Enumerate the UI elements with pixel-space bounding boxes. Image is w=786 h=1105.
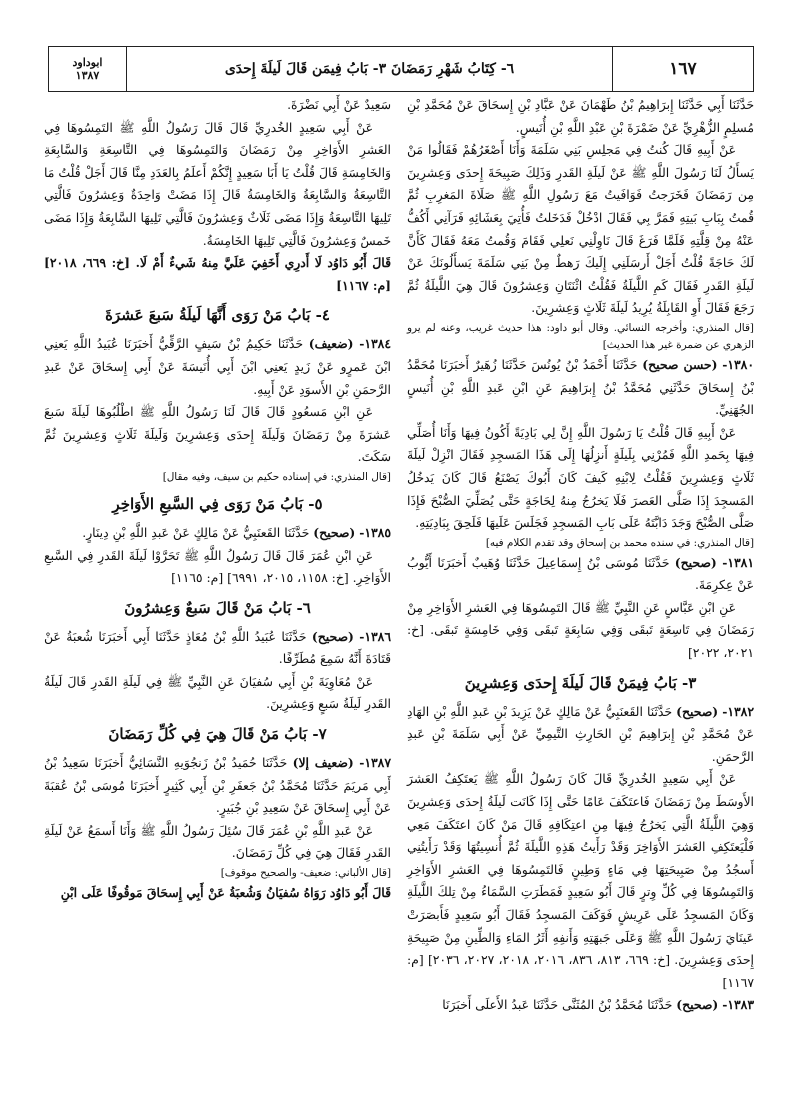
footnote: [قال المنذري: في سنده محمد بن إسحاق وقد تقدم الكلام فيه] [485, 536, 754, 549]
hadith-isnad: حَدَّثَنَا مُوسَى بْنُ إِسمَاعِيلَ حَدَّثَنَا وُهَيبٌ أَخبَرَنَا أَيُّوبُ عَنْ عِكرِمَةَ. [407, 554, 754, 593]
paragraph: عَنْ أَبِيهِ قَالَ كُنتُ فِي مَجلِسِ بَنِي سَلَمَةَ وَأَنَا أَصْغَرُهُمْ فَقَالُوا مَنْ يَسأَلُ لَنَا رَسُولَ اللَّهِ ﷺ عَنْ لَيلَةِ القَدرِ وَذَلِكَ صَبِيحَةَ إِحدَى وَعِشرِينَ مِن رَمَضَانَ فَخَرَجتُ فَوَافَيتُ مَعَ رَسُولِ اللَّهِ ﷺ صَلَاةَ المَغرِبِ ثُمَّ قُمتُ بِبَابِ بَيتِهِ فَمَرَّ بِي فَقَالَ ادْخُلْ فَدَخَلتُ فَأُتِيَ بِعَشَائِهِ فَرَآنِي أَكُفُّ عَنْهُ مِنْ قِلَّتِهِ فَلَمَّا فَرَغَ قَالَ نَاوِلْنِي نَعلِي فَقَامَ وَقُمتُ مَعَهُ فَقَالَ كَأَنَّ لَكَ حَاجَةً قُلْتُ أَجَلْ أَرسَلَنِي إِلَيكَ رَهطٌ مِنْ بَنِي سَلَمَةَ يَسأَلُونَكَ عَنْ لَيلَةِ القَدرِ فَقَالَ كَمِ اللَّيلَةُ فَقُلْتُ اثْنَتَانِ وَعِشرُونَ قَالَ هِيَ اللَّيلَةُ ثُمَّ رَجَعَ فَقَالَ أَوِ القَابِلَةُ يُرِيدُ لَيلَةَ ثَلَاثٍ وَعِشرِينَ. [407, 142, 754, 316]
hadith-grade: (صحيح) [311, 628, 354, 644]
hadith-1386 [44, 626, 391, 671]
hadith-matn: عَنْ مُعَاوِيَةَ بْنِ أَبِي سُفيَانَ عَنِ النَّبِيِّ ﷺ فِي لَيلَةِ القَدرِ قَالَ لَيلَةُ القَدرِ لَيلَةُ سَبعٍ وَعِشرِينَ. [44, 673, 391, 712]
book-name: ابوداود [72, 56, 103, 69]
hadith-number: ١٣٨٤- [359, 336, 391, 352]
chapter-heading: ٦- بَابُ مَنْ قَالَ سَبعٌ وَعِشرُونَ [124, 598, 311, 617]
hadith-grade: (ضعيف إلا) [292, 755, 354, 771]
hadith-number: ١٣٨٠- [722, 356, 754, 372]
hadith-matn: عَنِ ابْنِ مَسعُودٍ قَالَ قَالَ لَنَا رَسُولُ اللَّهِ ﷺ اطْلُبُوهَا لَيلَةَ سَبعَ عَشرَةَ مِنْ رَمَضَانَ وَلَيلَةَ إِحدَى وَعِشرِينَ وَلَيلَةَ ثَلَاثٍ وَعِشرِينَ ثُمَّ سَكَتَ. [44, 404, 391, 465]
hadith-1385 [44, 522, 391, 545]
hadith-1387 [44, 752, 391, 820]
hadith-1384 [44, 333, 391, 401]
left-column [44, 94, 399, 1094]
hadith-isnad: حَدَّثَنَا القَعنَبِيُّ عَنْ مَالِكٍ عَنْ يَزِيدَ بْنِ عَبدِ اللَّهِ بْنِ الهَادِ عَنْ مُحَمَّدِ بْنِ إِبرَاهِيمَ بْنِ الحَارِثِ التَّيمِيِّ عَنْ أَبِي سَلَمَةَ بْنِ عَبدِ الرَّحمَنِ. [407, 703, 754, 764]
hadith-grade: (صحيح) [676, 997, 719, 1013]
hadith-1381 [407, 552, 754, 597]
page-header [48, 46, 754, 92]
hadith-isnad: حَدَّثَنَا حُمَيدُ بْنُ زَنجُوَيهِ النَّسَائِيُّ أَخبَرَنَا سَعِيدُ بْنُ أَبِي مَريَمَ حَدَّثَنَا مُحَمَّدُ بْنُ جَعفَرِ بْنِ أَبِي كَثِيرٍ أَخبَرَنَا مُوسَى بْنُ عُقبَةَ عَنْ أَبِي إِسحَاقَ عَنْ سَعِيدِ بْنِ جُبَيرٍ. [44, 755, 391, 816]
right-column [399, 94, 754, 1094]
book-number: ١٣٨٧ [75, 69, 100, 82]
hadith-grade: (صحيح) [676, 703, 719, 719]
hadith-isnad: حَدَّثَنَا عُبَيدُ اللَّهِ بْنُ مُعَاذٍ حَدَّثَنَا أَبِي أَخبَرَنَا شُعبَةُ عَنْ قَتَادَةَ أَنَّهُ سَمِعَ مُطَرِّفًا. [44, 628, 391, 667]
hadith-number: ١٣٨٢- [722, 703, 754, 719]
hadith-grade: (صحيح) [674, 554, 717, 570]
hadith-number: ١٣٨٥- [359, 524, 391, 540]
hadith-grade: (ضعيف) [308, 336, 354, 352]
hadith-number: ١٣٨٦- [359, 628, 391, 644]
footnote: [قال المنذري: وأخرجه النسائي. وقال أبو داود: هذا حديث غريب، وعنه لم يرو الزهري عن ضمرة غير هذا الحديث] [407, 321, 754, 351]
hadith-grade: (حسن صحيح) [642, 356, 718, 372]
page-number: ١٦٧ [669, 59, 697, 79]
abu-dawud-comment: قَالَ أَبُو دَاوُد لَا أَدرِي أَخَفِيَ عَلَيَّ مِنهُ شَيءٌ أَمْ لَا. [خ: ٦٦٩، ٢٠١٨] [م: ١١٦٧] [44, 255, 391, 293]
paragraph: سَعِيدٌ عَنْ أَبِي نَضْرَةَ. [287, 97, 391, 112]
text-columns [40, 94, 754, 1094]
hadith-1382 [407, 701, 754, 769]
hadith-number: ١٣٨٧- [359, 755, 391, 771]
hadith-matn: عَنِ ابْنِ عُمَرَ قَالَ قَالَ رَسُولُ اللَّهِ ﷺ تَحَرَّوْا لَيلَةَ القَدرِ فِي السَّبعِ الأَوَاخِرِ. [خ: ١١٥٨، ٢٠١٥، ٦٩٩١] [م: ١١٦٥] [44, 547, 391, 586]
hadith-isnad: حَدَّثَنَا مُحَمَّدُ بْنُ المُثَنَّى حَدَّثَنَا عَبدُ الأَعلَى أَخبَرَنَا [442, 997, 673, 1013]
chapter-heading: ٤- بَابُ مَنْ رَوَى أَنَّهَا لَيلَةُ سَبعَ عَشرَةَ [105, 306, 330, 325]
chapter-heading: ٧- بَابُ مَنْ قَالَ هِيَ فِي كُلِّ رَمَضَانَ [108, 725, 327, 744]
hadith-isnad: حَدَّثَنَا حَكِيمُ بْنُ سَيفٍ الرَّقِّيُّ أَخبَرَنَا عُبَيدُ اللَّهِ يَعنِي ابْنَ عَمرٍو عَنْ زَيدٍ يَعنِي ابْنَ أَبِي أُنَيسَةَ عَنْ أَبِي إِسحَاقَ عَنْ عَبدِ الرَّحمَنِ بْنِ الأَسوَدِ عَنْ أَبِيهِ. [44, 336, 391, 397]
paragraph: حَدَّثَنَا أَبِي حَدَّثَنَا إِبرَاهِيمُ بْنُ طَهْمَانَ عَنْ عَبَّادِ بْنِ إِسحَاقَ عَنْ مُحَمَّدِ بْنِ مُسلِمٍ الزُّهْرِيِّ عَنْ ضَمْرَةَ بْنِ عَبْدِ اللَّهِ بْنِ أُنَيسٍ. [407, 97, 754, 135]
footnote: [قال المنذري: في إسناده حكيم بن سيف، وفيه مقال] [162, 470, 391, 483]
footnote: [قال الألباني: ضعيف- والصحيح موقوف] [220, 867, 391, 880]
hadith-1383 [407, 994, 754, 1017]
hadith-matn: عَنْ أَبِيهِ قَالَ قُلْتُ يَا رَسُولَ اللَّهِ إِنَّ لِي بَادِيَةً أَكُونُ فِيهَا وَأَنَا أُصَلِّي فِيهَا بِحَمدِ اللَّهِ فَمُرْنِي بِلَيلَةٍ أَنزِلُهَا إِلَى هَذَا المَسجِدِ فَقَالَ انْزِلْ لَيلَةَ ثَلَاثٍ وَعِشرِينَ فَقُلْتُ لِابْنِهِ كَيفَ كَانَ أَبُوكَ يَصْنَعُ قَالَ كَانَ يَدخُلُ المَسجِدَ إِذَا صَلَّى العَصرَ فَلَا يَخرُجُ مِنهُ لِحَاجَةٍ حَتَّى يُصَلِّيَ الصُّبْحَ فَإِذَا صَلَّى الصُّبْحَ وَجَدَ دَابَّتَهُ عَلَى بَابِ المَسجِدِ فَجَلَسَ عَلَيهَا فَلَحِقَ بِبَادِيَتِهِ. [407, 424, 754, 531]
chapter-heading: ٥- بَابُ مَنْ رَوَى فِي السَّبعِ الأَوَاخِرِ [112, 494, 323, 513]
hadith-grade: (صحيح) [313, 524, 356, 540]
hadith-matn: عَنِ ابْنِ عَبَّاسٍ عَنِ النَّبِيِّ ﷺ قَالَ التَمِسُوهَا فِي العَشرِ الأَوَاخِرِ مِنْ رَمَضَانَ فِي تَاسِعَةٍ تَبقَى وَفِي سَابِعَةٍ تَبقَى وَفِي خَامِسَةٍ تَبقَى. [خ: ٢٠٢١، ٢٠٢٢] [407, 599, 754, 661]
hadith-1380 [407, 354, 754, 422]
abu-dawud-comment: قَالَ أَبُو دَاوُد رَوَاهُ سُفيَانُ وَشُعبَةُ عَنْ أَبِي إِسحَاقَ مَوقُوفًا عَلَى ابْنِ [60, 885, 391, 901]
chapter-heading: ٣- بَابُ فِيمَنْ قَالَ لَيلَةَ إِحدَى وَعِشرِينَ [464, 673, 697, 692]
hadith-matn: عَنْ أَبِي سَعِيدٍ الخُدرِيِّ قَالَ كَانَ رَسُولُ اللَّهِ ﷺ يَعتَكِفُ العَشرَ الأَوسَطَ مِنْ رَمَضَانَ فَاعتَكَفَ عَامًا حَتَّى إِذَا كَانَت لَيلَةُ إِحدَى وَعِشرِينَ وَهِيَ اللَّيلَةُ الَّتِي يَخرُجُ فِيهَا مِنِ اعتِكَافِهِ قَالَ مَنْ كَانَ اعتَكَفَ مَعِي فَلْيَعتَكِفِ العَشرَ الأَوَاخِرَ وَقَدْ رَأَيتُ هَذِهِ اللَّيلَةَ ثُمَّ أُنسِيتُهَا وَقَدْ رَأَيتُنِي أَسجُدُ مِنْ صَبِيحَتِهَا فِي مَاءٍ وَطِينٍ فَالتَمِسُوهَا فِي العَشرِ الأَوَاخِرِ وَالتَمِسُوهَا فِي كُلِّ وِترٍ قَالَ أَبُو سَعِيدٍ فَمَطَرَتِ السَّمَاءُ مِنْ تِلكَ اللَّيلَةِ وَكَانَ المَسجِدُ عَلَى عَرِيشٍ فَوَكَفَ المَسجِدُ فَقَالَ أَبُو سَعِيدٍ فَأَبصَرَتْ عَينَايَ رَسُولَ اللَّهِ ﷺ وَعَلَى جَبهَتِهِ وَأَنفِهِ أَثَرُ المَاءِ وَالطِّينِ مِنْ صَبِيحَةِ إِحدَى وَعِشرِينَ. [خ: ٦٦٩، ٨١٣، ٨٣٦، ٢٠١٦، ٢٠١٨، ٢٠٢٧، ٢٠٣٦] [م: ١١٦٧] [407, 771, 754, 990]
hadith-matn: عَنْ عَبدِ اللَّهِ بْنِ عُمَرَ قَالَ سُئِلَ رَسُولُ اللَّهِ ﷺ وَأَنَا أَسمَعُ عَنْ لَيلَةِ القَدرِ فَقَالَ هِيَ فِي كُلِّ رَمَضَانَ. [44, 822, 391, 861]
hadith-isnad: حَدَّثَنَا أَحْمَدُ بْنُ يُونُسَ حَدَّثَنَا زُهَيرٌ أَخبَرَنَا مُحَمَّدُ بْنُ إِسحَاقَ حَدَّثَنِي مُحَمَّدُ بْنُ إِبرَاهِيمَ عَنِ ابْنِ عَبدِ اللَّهِ بْنِ أُنَيسٍ الجُهَنِيِّ. [407, 356, 754, 418]
book-label-cell [49, 47, 127, 91]
chapter-title: ٦- كِتَابُ شَهْرِ رَمَضَانَ ٣- بَابُ فِيمَن قَالَ لَيلَةَ إِحدَى [127, 47, 613, 91]
hadith-number: ١٣٨٣- [722, 997, 754, 1013]
hadith-isnad: حَدَّثَنَا القَعنَبِيُّ عَنْ مَالِكٍ عَنْ عَبدِ اللَّهِ بْنِ دِينَارٍ. [82, 524, 310, 540]
hadith-number: ١٣٨١- [722, 554, 754, 570]
paragraph: عَنْ أَبِي سَعِيدٍ الخُدرِيِّ قَالَ قَالَ رَسُولُ اللَّهِ ﷺ التَمِسُوهَا فِي العَشرِ الأَوَاخِرِ مِنْ رَمَضَانَ وَالتَمِسُوهَا فِي التَّاسِعَةِ وَالسَّابِعَةِ وَالخَامِسَةِ قَالَ قُلْتُ يَا أَبَا سَعِيدٍ إِنَّكُمْ أَعلَمُ بِالعَدَدِ مِنَّا قَالَ أَجَلْ قُلْتُ مَا التَّاسِعَةُ وَالسَّابِعَةُ وَالخَامِسَةُ قَالَ إِذَا مَضَتْ وَاحِدَةٌ وَعِشرُونَ فَالَّتِي تَلِيهَا التَّاسِعَةُ وَإِذَا مَضَى ثَلَاثٌ وَعِشرُونَ فَالَّتِي تَلِيهَا السَّابِعَةُ وَإِذَا مَضَى خَمسٌ وَعِشرُونَ فَالَّتِي تَلِيهَا الخَامِسَةُ. [44, 119, 391, 248]
